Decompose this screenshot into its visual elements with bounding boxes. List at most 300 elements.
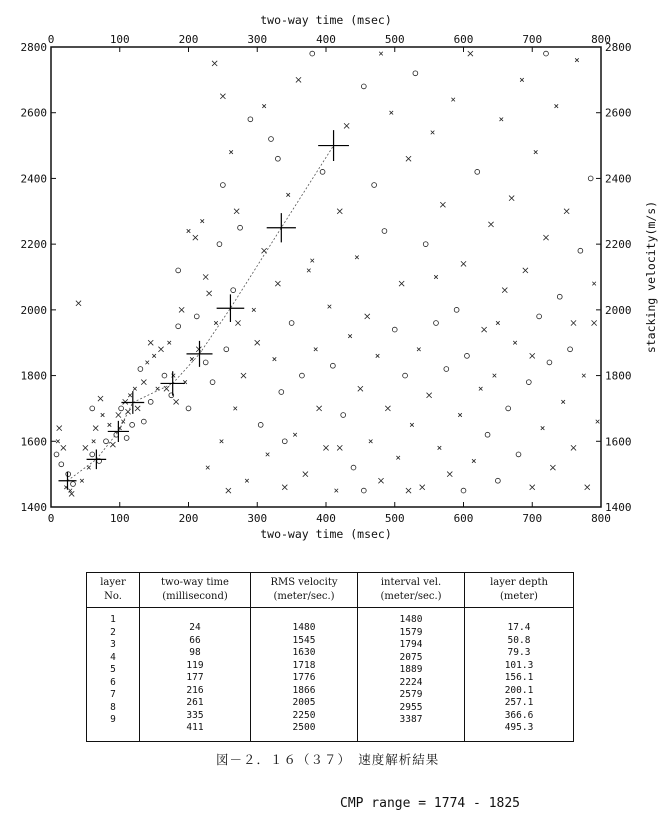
axis-ticks — [51, 47, 601, 507]
table-cell-layers: 5 — [110, 664, 116, 675]
semblance-point — [101, 413, 105, 417]
semblance-point — [76, 301, 81, 306]
semblance-point — [440, 202, 445, 207]
semblance-point — [534, 150, 538, 154]
y-tick-label-right: 2400 — [605, 172, 632, 186]
table-body-row — [87, 608, 574, 742]
semblance-point — [286, 193, 290, 197]
table-cell-depth: 50.8 — [507, 634, 531, 646]
semblance-point — [145, 361, 149, 365]
picked-velocity-cross — [187, 341, 213, 367]
semblance-point — [420, 485, 425, 490]
semblance-point — [335, 489, 339, 493]
semblance-point — [269, 137, 274, 142]
semblance-point — [90, 406, 95, 411]
semblance-point — [344, 123, 349, 128]
x-tick-label-bottom: 200 — [178, 512, 199, 525]
table-cell-rms: 2250 — [292, 709, 316, 721]
y-tick-label-left: 2400 — [20, 172, 47, 186]
y-tick-label-left: 1400 — [20, 501, 47, 514]
semblance-point — [245, 479, 249, 483]
x-tick-label-bottom: 300 — [247, 512, 268, 525]
semblance-point — [128, 393, 132, 397]
semblance-point — [434, 275, 438, 279]
semblance-point — [98, 396, 103, 401]
y-tick-label-right: 2800 — [605, 41, 632, 54]
semblance-point — [317, 406, 322, 411]
table-cell-interval: 3387 — [399, 714, 423, 725]
semblance-point — [108, 423, 112, 427]
semblance-point — [423, 242, 428, 247]
x-tick-label-top: 600 — [453, 33, 474, 46]
semblance-point — [392, 327, 397, 332]
semblance-point — [376, 354, 380, 358]
semblance-point — [351, 465, 356, 470]
y-tick-label-left: 2800 — [20, 41, 47, 54]
x-tick-label-top: 400 — [316, 33, 336, 46]
semblance-point — [361, 84, 366, 89]
table-cell-layers: 2 — [110, 626, 116, 638]
semblance-point — [413, 71, 418, 76]
table-cell-depth: 17.4 — [507, 622, 531, 633]
semblance-point — [390, 111, 394, 115]
y-tick-label-left: 1800 — [20, 369, 47, 383]
semblance-point — [248, 117, 253, 122]
semblance-point — [220, 439, 224, 443]
semblance-point — [275, 281, 280, 286]
x-tick-label-top: 500 — [384, 33, 405, 46]
semblance-point — [496, 321, 500, 325]
semblance-point — [233, 407, 237, 411]
x-tick-label-bottom: 0 — [47, 512, 55, 525]
y-tick-label-left: 2000 — [20, 303, 47, 317]
table-cell-rms: 2500 — [292, 722, 316, 733]
table-cell-times: 177 — [186, 672, 204, 683]
semblance-point — [273, 357, 277, 361]
semblance-point — [588, 176, 593, 181]
semblance-point — [212, 61, 217, 66]
table-cell-times: 24 — [189, 622, 201, 633]
header-layer: layer No. — [87, 573, 140, 608]
semblance-point — [296, 77, 301, 82]
semblance-point — [575, 58, 579, 62]
semblance-point — [59, 462, 64, 467]
semblance-point — [406, 488, 411, 493]
semblance-point — [193, 235, 198, 240]
semblance-point — [592, 320, 597, 325]
semblance-point — [282, 485, 287, 490]
semblance-point — [148, 340, 153, 345]
semblance-point — [83, 445, 88, 450]
x-tick-label-top: 0 — [47, 33, 55, 46]
semblance-point — [279, 390, 284, 395]
semblance-point — [571, 320, 576, 325]
semblance-point — [275, 156, 280, 161]
table-cell-times: 119 — [186, 659, 204, 671]
semblance-point — [509, 196, 514, 201]
semblance-point — [71, 482, 76, 487]
header-interval-velocity: interval vel. (meter/sec.) — [358, 573, 465, 608]
semblance-point — [355, 255, 359, 259]
semblance-point — [235, 320, 240, 325]
picked-velocity-cross — [160, 371, 184, 395]
semblance-point — [547, 360, 552, 365]
semblance-point — [438, 446, 442, 450]
semblance-point — [382, 229, 387, 234]
table-cell-layers: 7 — [110, 689, 116, 700]
picked-velocity-cross — [121, 391, 144, 414]
semblance-point — [592, 282, 596, 286]
semblance-point — [582, 374, 586, 378]
column-rms-velocities — [251, 608, 358, 742]
semblance-point — [266, 453, 270, 457]
semblance-point — [410, 423, 414, 427]
header-rms-velocity: RMS velocity (meter/sec.) — [251, 573, 358, 608]
semblance-point — [561, 400, 565, 404]
semblance-point — [176, 324, 181, 329]
semblance-point — [206, 466, 210, 470]
semblance-point — [396, 456, 400, 460]
semblance-point — [56, 439, 60, 443]
semblance-point — [194, 314, 199, 319]
semblance-point — [520, 78, 524, 82]
semblance-point — [564, 209, 569, 214]
x-tick-label-bottom: 800 — [591, 512, 611, 525]
semblance-point — [523, 268, 528, 273]
semblance-point — [513, 341, 517, 345]
table-cell-times: 98 — [189, 647, 201, 658]
semblance-point — [320, 169, 325, 174]
table-cell-rms: 2005 — [292, 697, 316, 708]
semblance-point — [461, 261, 466, 266]
y-tick-label-left: 2600 — [20, 106, 47, 120]
semblance-point — [187, 229, 191, 233]
table-cell-layers: 3 — [110, 639, 116, 650]
table-cell-layers: 4 — [110, 651, 116, 663]
table-cell-interval: 2224 — [399, 676, 423, 688]
semblance-point — [541, 426, 545, 430]
semblance-point — [93, 426, 98, 431]
semblance-point — [262, 104, 266, 108]
semblance-point — [596, 420, 600, 424]
semblance-point — [110, 442, 115, 447]
semblance-point — [310, 259, 314, 263]
semblance-points — [54, 51, 599, 496]
semblance-point — [500, 117, 504, 121]
semblance-point — [124, 436, 129, 441]
semblance-point — [141, 419, 146, 424]
semblance-point — [495, 478, 500, 483]
y-axis-title: stacking velocity(m/s) — [644, 200, 658, 354]
table-cell-times: 261 — [186, 697, 204, 708]
semblance-point — [493, 374, 497, 378]
semblance-point — [90, 452, 95, 457]
table-cell-interval: 1579 — [399, 626, 423, 638]
y-tick-label-right: 2200 — [605, 238, 632, 252]
semblance-point — [226, 488, 231, 493]
column-layer-depths — [465, 608, 574, 742]
semblance-point — [141, 380, 146, 385]
semblance-point — [179, 307, 184, 312]
x-tick-label-top: 700 — [522, 33, 543, 46]
semblance-point — [578, 248, 583, 253]
semblance-point — [255, 340, 260, 345]
x-tick-label-bottom: 500 — [384, 512, 405, 525]
semblance-point — [196, 347, 201, 352]
semblance-point — [488, 222, 493, 227]
x-tick-label-top: 100 — [109, 33, 130, 46]
semblance-point — [431, 131, 435, 135]
x-tick-label-bottom: 600 — [453, 512, 474, 525]
semblance-point — [447, 472, 452, 477]
semblance-point — [482, 327, 487, 332]
semblance-point — [427, 393, 432, 398]
header-layer-depth: layer depth (meter) — [465, 573, 574, 608]
semblance-point — [303, 472, 308, 477]
semblance-point — [252, 308, 256, 312]
semblance-point — [406, 156, 411, 161]
y-tick-label-left: 2200 — [20, 238, 47, 252]
semblance-point — [369, 439, 373, 443]
velocity-function-line — [68, 146, 334, 481]
semblance-point — [130, 422, 135, 427]
table-cell-interval: 2955 — [399, 701, 423, 713]
x-tick-label-top: 200 — [178, 33, 199, 46]
semblance-point — [550, 465, 555, 470]
semblance-point — [314, 347, 318, 351]
semblance-point — [92, 439, 96, 443]
semblance-point — [220, 94, 225, 99]
table-cell-rms: 1630 — [292, 647, 316, 658]
table-cell-depth: 257.1 — [504, 697, 534, 708]
semblance-point — [200, 219, 204, 223]
semblance-point — [229, 150, 233, 154]
table-header-row — [87, 573, 574, 608]
semblance-point — [57, 426, 62, 431]
semblance-point — [417, 347, 421, 351]
table-cell-depth: 200.1 — [504, 684, 534, 696]
semblance-point — [238, 225, 243, 230]
semblance-point — [544, 51, 549, 56]
x-tick-label-bottom: 400 — [316, 512, 336, 525]
column-interval-velocities — [358, 608, 465, 742]
semblance-point — [203, 360, 208, 365]
table-cell-rms: 1718 — [292, 659, 316, 671]
semblance-point — [506, 406, 511, 411]
semblance-point — [557, 294, 562, 299]
semblance-point — [133, 387, 137, 391]
semblance-point — [162, 373, 167, 378]
semblance-point — [282, 439, 287, 444]
cmp-range: CMP range = 1774 - 1825 — [340, 796, 521, 811]
semblance-point — [164, 386, 169, 391]
x-tick-label-bottom: 100 — [109, 512, 130, 525]
semblance-point — [516, 452, 521, 457]
semblance-point — [475, 169, 480, 174]
semblance-point — [210, 380, 215, 385]
semblance-point — [167, 341, 171, 345]
semblance-point — [323, 445, 328, 450]
table-cell-layers: 1 — [110, 614, 116, 625]
table-cell-depth: 156.1 — [504, 672, 534, 683]
semblance-point — [231, 288, 236, 293]
table-cell-interval: 1480 — [399, 614, 423, 625]
semblance-point — [399, 281, 404, 286]
y-tick-label-left: 1600 — [20, 435, 47, 449]
semblance-point — [293, 433, 297, 437]
plot-frame — [51, 47, 601, 507]
semblance-point — [434, 321, 439, 326]
y-tick-label-right: 2600 — [605, 106, 632, 120]
semblance-point — [530, 353, 535, 358]
semblance-point — [307, 269, 311, 273]
table-cell-layers: 9 — [110, 714, 116, 725]
semblance-point — [310, 51, 315, 56]
semblance-point — [537, 314, 542, 319]
semblance-point — [485, 432, 490, 437]
semblance-point — [526, 380, 531, 385]
semblance-point — [148, 399, 153, 404]
layer-results-table — [86, 572, 574, 742]
semblance-point — [234, 209, 239, 214]
semblance-point — [379, 52, 383, 56]
table-cell-layers: 8 — [110, 701, 116, 713]
x-tick-label-top: 800 — [591, 33, 611, 46]
semblance-point — [330, 363, 335, 368]
semblance-point — [190, 357, 194, 361]
picked-velocity-cross — [217, 294, 245, 322]
semblance-point — [403, 373, 408, 378]
semblance-point — [68, 489, 72, 493]
semblance-point — [176, 268, 181, 273]
table-cell-interval: 2075 — [399, 651, 423, 663]
semblance-point — [289, 321, 294, 326]
semblance-point — [502, 288, 507, 293]
semblance-point — [461, 488, 466, 493]
semblance-point — [472, 459, 476, 463]
table-cell-interval: 1889 — [399, 664, 423, 675]
table-cell-layers: 6 — [110, 676, 116, 688]
table-cell-times: 216 — [186, 684, 204, 696]
semblance-point — [444, 367, 449, 372]
semblance-point — [174, 399, 179, 404]
y-tick-label-right: 1400 — [605, 501, 632, 514]
semblance-point — [571, 445, 576, 450]
table-cell-depth: 495.3 — [504, 722, 534, 733]
table-cell-interval: 1794 — [399, 639, 423, 650]
table-cell-interval: 2579 — [399, 689, 423, 700]
y-tick-label-right: 1600 — [605, 435, 632, 449]
x-axis-title-top: two-way time (msec) — [260, 13, 392, 27]
semblance-point — [348, 334, 352, 338]
table-cell-rms: 1545 — [292, 634, 316, 646]
semblance-point — [123, 399, 128, 404]
semblance-point — [80, 479, 84, 483]
semblance-point — [341, 413, 346, 418]
semblance-point — [378, 478, 383, 483]
semblance-point — [203, 274, 208, 279]
semblance-point — [61, 445, 66, 450]
semblance-point — [361, 488, 366, 493]
picked-velocity-cross — [87, 450, 107, 470]
semblance-point — [135, 406, 140, 411]
column-layer-numbers — [87, 608, 140, 742]
semblance-point — [337, 209, 342, 214]
x-tick-label-top: 300 — [247, 33, 268, 46]
semblance-point — [121, 420, 125, 424]
semblance-point — [372, 183, 377, 188]
semblance-point — [458, 413, 462, 417]
semblance-point — [214, 321, 218, 325]
picked-velocity-cross — [108, 421, 129, 442]
semblance-point — [217, 242, 222, 247]
table-cell-rms: 1866 — [292, 684, 316, 696]
semblance-point — [451, 98, 455, 102]
semblance-point — [66, 472, 71, 477]
semblance-point — [365, 314, 370, 319]
semblance-point — [337, 445, 342, 450]
semblance-point — [465, 353, 470, 358]
x-tick-label-bottom: 700 — [522, 512, 543, 525]
semblance-point — [454, 307, 459, 312]
semblance-point — [328, 305, 332, 309]
semblance-point — [220, 183, 225, 188]
semblance-point — [116, 412, 121, 417]
x-axis-title-bottom: two-way time (msec) — [260, 527, 392, 541]
semblance-point — [104, 439, 109, 444]
semblance-point — [207, 291, 212, 296]
table-cell-times: 411 — [186, 722, 204, 733]
semblance-point — [385, 406, 390, 411]
semblance-point — [186, 406, 191, 411]
semblance-point — [54, 452, 59, 457]
semblance-point — [258, 422, 263, 427]
semblance-point — [241, 373, 246, 378]
y-tick-label-right: 1800 — [605, 369, 632, 383]
semblance-point — [138, 367, 143, 372]
tick-labels — [21, 33, 632, 525]
picked-velocity-cross — [318, 130, 349, 161]
semblance-point — [568, 347, 573, 352]
header-two-way-time: two-way time (millisecond) — [140, 573, 251, 608]
table-cell-depth: 101.3 — [504, 659, 534, 671]
semblance-point — [543, 235, 548, 240]
semblance-point — [530, 485, 535, 490]
picked-velocities — [59, 130, 349, 490]
semblance-point — [555, 104, 559, 108]
column-two-way-times — [140, 608, 251, 742]
figure-caption: 図－２．１６（３７） 速度解析結果 — [216, 752, 440, 767]
picked-velocity-cross — [267, 213, 296, 242]
semblance-point — [479, 387, 483, 391]
table-cell-depth: 366.6 — [504, 709, 534, 721]
semblance-point — [468, 51, 473, 56]
y-tick-label-right: 2000 — [605, 303, 632, 317]
semblance-point — [300, 373, 305, 378]
table-cell-times: 335 — [186, 709, 204, 721]
semblance-point — [224, 347, 229, 352]
table-cell-times: 66 — [189, 634, 201, 646]
table-cell-depth: 79.3 — [507, 647, 531, 658]
semblance-point — [152, 354, 156, 358]
semblance-point — [119, 406, 124, 411]
table-cell-rms: 1480 — [292, 622, 316, 633]
picked-velocity-cross — [59, 472, 77, 490]
table-cell-rms: 1776 — [292, 672, 316, 683]
semblance-point — [158, 347, 163, 352]
semblance-point — [358, 386, 363, 391]
semblance-point — [585, 485, 590, 490]
